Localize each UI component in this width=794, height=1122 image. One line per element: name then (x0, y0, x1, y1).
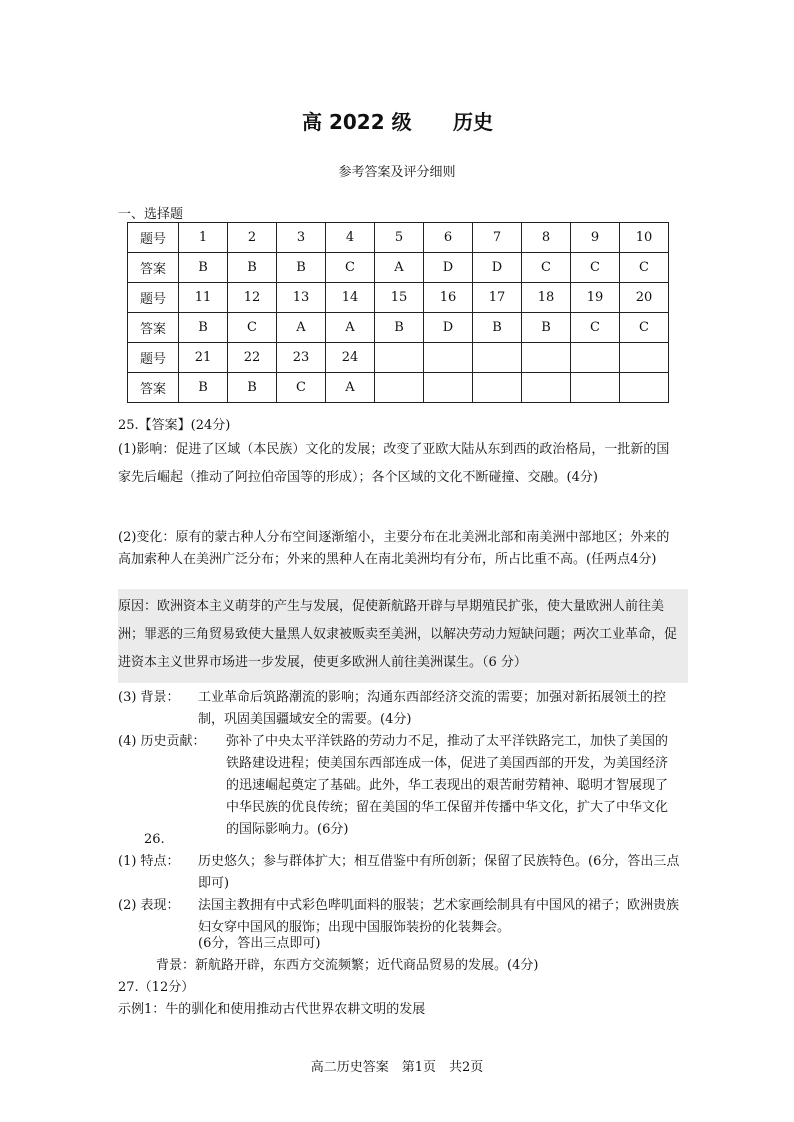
q26-part2-label: (2) 表现： (118, 898, 180, 913)
table-cell (620, 373, 669, 403)
table-cell: A (326, 373, 375, 403)
table-cell: 21 (179, 343, 228, 373)
q25-part4-text: 弥补了中央太平洋铁路的劳动力不足，推动了太平洋铁路完工，加快了美国的铁路建设进程；使美国东西部连成一体，促进了美国西部的开发，为美国经济的迅速崛起奠定了基础。此外，华工表现出的艰苦耐劳精神、聪明才智展现了中华民族的优良传统；留在美国的华工保留并传播中华文化，扩大了中华文化的国际影响力。(6分) (226, 734, 669, 837)
q26-heading: 26. (144, 832, 165, 847)
table-row-header: 题号 (128, 223, 179, 253)
table-row-header: 答案 (128, 373, 179, 403)
table-cell: 5 (375, 223, 424, 253)
table-cell: 11 (179, 283, 228, 313)
table-row-header: 题号 (128, 283, 179, 313)
table-cell: B (179, 313, 228, 343)
answer-table-row (128, 373, 669, 403)
q26-part2-text: 法国主教拥有中式彩色哔叽面料的服装；艺术家画绘制具有中国风的裙子；欧洲贵族妇女穿中国风的服饰；出现中国服饰装扮的化装舞会。 (198, 898, 680, 935)
q26-part1-text: 历史悠久；参与群体扩大；相互借鉴中有所创新；保留了民族特色。(6分，答出三点即可) (198, 854, 680, 891)
table-cell: C (277, 373, 326, 403)
table-cell: D (473, 253, 522, 283)
table-cell: 14 (326, 283, 375, 313)
table-cell (571, 343, 620, 373)
table-cell: 20 (620, 283, 669, 313)
table-cell: C (326, 253, 375, 283)
answer-table-row (128, 223, 669, 253)
table-cell: 3 (277, 223, 326, 253)
table-cell (571, 373, 620, 403)
table-cell: 2 (228, 223, 277, 253)
table-cell: 13 (277, 283, 326, 313)
table-cell (375, 343, 424, 373)
table-cell (424, 343, 473, 373)
table-cell (473, 373, 522, 403)
table-cell: B (179, 253, 228, 283)
answer-table-row (128, 283, 669, 313)
table-cell: 8 (522, 223, 571, 253)
table-cell: C (620, 253, 669, 283)
table-cell (522, 343, 571, 373)
table-cell (522, 373, 571, 403)
table-cell: 1 (179, 223, 228, 253)
table-cell (375, 373, 424, 403)
table-cell (620, 343, 669, 373)
page-subtitle: 参考答案及评分细则 (338, 165, 456, 180)
table-cell: B (228, 253, 277, 283)
table-cell: C (571, 313, 620, 343)
table-cell: C (228, 313, 277, 343)
table-row-header: 答案 (128, 313, 179, 343)
q26-part2-note: (6分，答出三点即可) (198, 936, 321, 951)
table-cell: 6 (424, 223, 473, 253)
q25-reason: 原因：欧洲资本主义萌芽的产生与发展，促使新航路开辟与早期殖民扩张，使大量欧洲人前往美洲；罪恶的三角贸易致使大量黑人奴隶被贩卖至美洲，以解决劳动力短缺问题；两次工业革命，促进资本主义世界市场进一步发展，使更多欧洲人前往美洲谋生。（6 分） (118, 599, 678, 670)
q25-part1: (1)影响：促进了区域（本民族）文化的发展；改变了亚欧大陆从东到西的政治格局，一批新的国家先后崛起（推动了阿拉伯帝国等的形成）；各个区域的文化不断碰撞、交融。(4分) (118, 442, 670, 485)
page-footer: 高二历史答案 第1页 共2页 (310, 1060, 484, 1075)
table-cell: 16 (424, 283, 473, 313)
table-cell: 12 (228, 283, 277, 313)
table-cell: 24 (326, 343, 375, 373)
table-row-header: 答案 (128, 253, 179, 283)
table-cell: B (277, 253, 326, 283)
table-cell: C (571, 253, 620, 283)
table-cell: D (424, 313, 473, 343)
answer-table-row (128, 313, 669, 343)
table-cell: 7 (473, 223, 522, 253)
table-cell (473, 343, 522, 373)
subject-title: 历史 (453, 110, 493, 134)
table-cell: 15 (375, 283, 424, 313)
q27-heading: 27.（12分） (118, 980, 195, 995)
table-cell: 17 (473, 283, 522, 313)
answer-table-row (128, 343, 669, 373)
answer-table (127, 222, 669, 403)
q25-part3-text: 工业革命后筑路潮流的影响；沟通东西部经济交流的需要；加强对新拓展领土的控制，巩固美国疆域安全的需要。(4分) (198, 690, 667, 727)
q25-part2: (2)变化：原有的蒙古种人分布空间逐渐缩小，主要分布在北美洲北部和南美洲中部地区；外来的高加索种人在美洲广泛分布；外来的黑种人在南北美洲均有分布，所占比重不高。(任两点4分) (118, 530, 670, 567)
table-cell: B (473, 313, 522, 343)
table-cell: B (522, 313, 571, 343)
q26-background: 背景：新航路开辟，东西方交流频繁；近代商品贸易的发展。(4分) (156, 958, 539, 973)
table-cell: C (522, 253, 571, 283)
table-cell: B (179, 373, 228, 403)
table-cell: 23 (277, 343, 326, 373)
table-cell: 19 (571, 283, 620, 313)
q26-part1-label: (1) 特点： (118, 854, 180, 869)
table-cell: 4 (326, 223, 375, 253)
table-cell: B (228, 373, 277, 403)
q27-example: 示例1：牛的驯化和使用推动古代世界农耕文明的发展 (118, 1002, 426, 1017)
answer-table-row (128, 253, 669, 283)
q25-part4-label: (4) 历史贡献： (118, 734, 206, 749)
table-cell: 10 (620, 223, 669, 253)
table-row-header: 题号 (128, 343, 179, 373)
section-title-choice: 一、选择题 (118, 207, 184, 222)
table-cell: A (326, 313, 375, 343)
table-cell: B (375, 313, 424, 343)
q25-part3-label: (3) 背景： (118, 690, 180, 705)
table-cell: 9 (571, 223, 620, 253)
table-cell (424, 373, 473, 403)
grade-title: 高 2022 级 (302, 110, 412, 134)
q25-heading: 25.【答案】(24分) (118, 418, 231, 433)
table-cell: 22 (228, 343, 277, 373)
table-cell: C (620, 313, 669, 343)
table-cell: 18 (522, 283, 571, 313)
table-cell: D (424, 253, 473, 283)
table-cell: A (375, 253, 424, 283)
table-cell: A (277, 313, 326, 343)
